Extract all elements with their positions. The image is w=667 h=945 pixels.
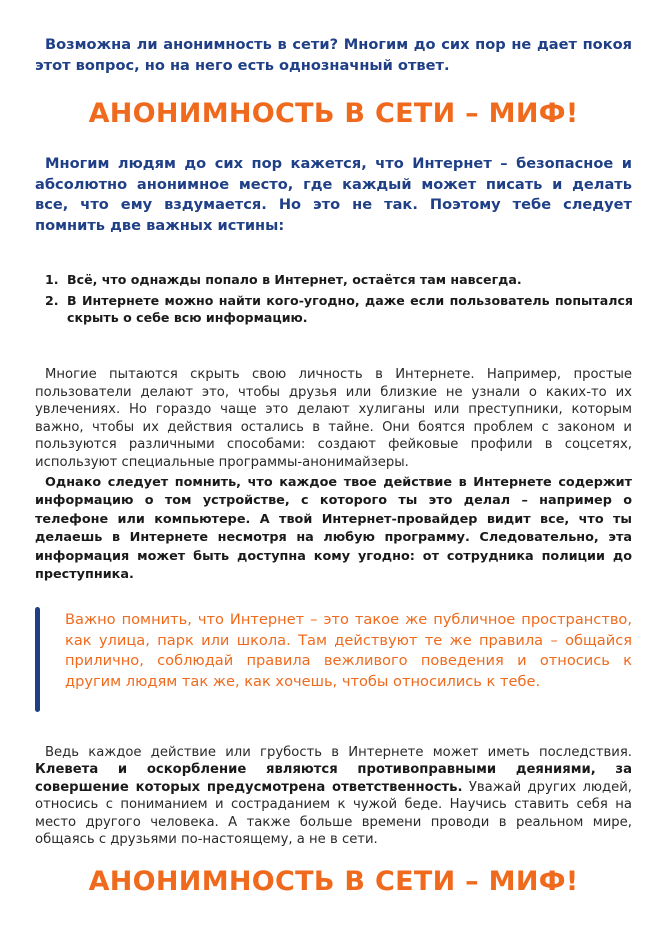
quote-accent-bar <box>35 607 40 712</box>
truths-list <box>45 271 633 330</box>
list-item-number: 2. <box>45 293 59 308</box>
callout-quote: Важно помнить, что Интернет – это такое же публичное пространство, как улица, парк или школа. Там действуют те же правила – общайся прилично, соблюдай правила вежливого поведения и относись к другим людям так же, как хочешь, чтобы относились к тебе. <box>65 611 632 690</box>
intro-paragraph: Возможна ли анонимность в сети? Многим до сих пор не дает покоя этот вопрос, но на него есть однозначный ответ. <box>35 36 632 74</box>
list-item-text: Всё, что однажды попало в Интернет, остаётся там навсегда. <box>67 272 522 287</box>
consequences-paragraph <box>35 744 632 848</box>
list-item-number: 1. <box>45 272 59 287</box>
consequences-text-part3: Уважай других людей, относись с пониманием и состраданием к чужой беде. Научись ставить себя на место другого человека. А также больше времени проводи в реальном мире, общаясь с друзьями по-настоящему, а не в сети. <box>35 779 632 848</box>
list-item <box>45 271 633 288</box>
consequences-text-part1: Ведь каждое действие или грубость в Интернете может иметь последствия. <box>45 745 632 760</box>
list-item-text: В Интернете можно найти кого-угодно, даже если пользователь попытался скрыть о себе всю информацию. <box>67 293 633 325</box>
headline-top: АНОНИМНОСТЬ В СЕТИ – МИФ! <box>88 98 579 129</box>
headline-bottom: АНОНИМНОСТЬ В СЕТИ – МИФ! <box>88 866 579 897</box>
device-info-paragraph: Однако следует помнить, что каждое твое действие в Интернете содержит информацию о том устройстве, с которого ты это делал – например о телефоне или компьютере. А твой Интернет-провайдер видит все, что ты делаешь в Интернете несмотря на любую программу. Следовательно, эта информация может быть доступна кому угодно: от сотрудника полиции до преступника. <box>35 475 632 583</box>
anonymity-attempts-paragraph: Многие пытаются скрыть свою личность в Интернете. Например, простые пользователи делают это, чтобы друзья или близкие не узнали о каких-то их увлечениях. Но гораздо чаще это делают хулиганы или преступники, которым важно, чтобы их действия остались в тайне. Они боятся проблем с законом и пользуются различными способами: создают фейковые профили в соцсетях, используют специальные программы-анонимайзеры. <box>35 367 632 470</box>
consequences-text-bold: Клевета и оскорбление являются противоправными деяниями, за совершение которых предусмотрена ответственность. <box>35 762 632 795</box>
list-item <box>45 292 633 326</box>
lead-paragraph: Многим людям до сих пор кажется, что Интернет – безопасное и абсолютно анонимное место, где каждый может писать и делать все, что ему вздумается. Но это не так. Поэтому тебе следует помнить две важных истины: <box>35 155 632 234</box>
